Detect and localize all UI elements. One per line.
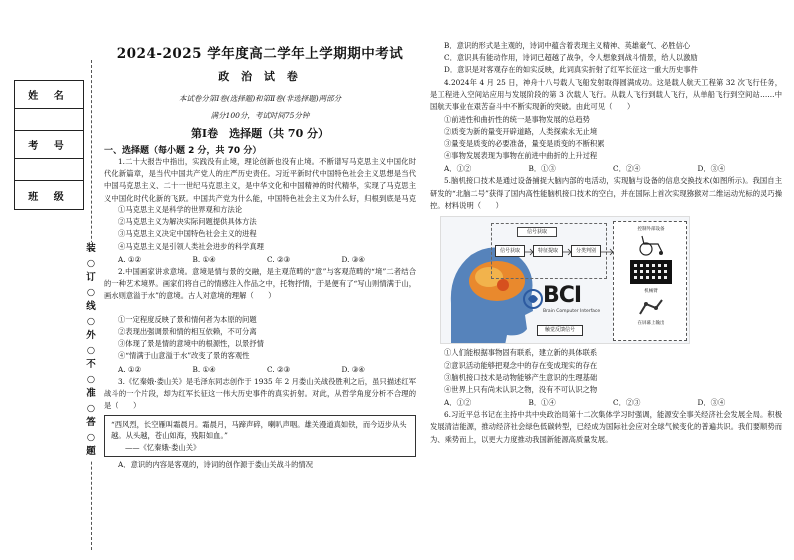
device-panel — [613, 221, 687, 341]
q2-opt-3: ③体现了景是情的意境中的根源性，以景抒情 — [118, 339, 264, 349]
q3-quote: “西风烈，长空雁叫霜晨月。霜晨月，马蹄声碎，喇叭声咽。雄关漫道真如铁，而今迈步从头越。从头越，苍山如海，残阳如血。” — [111, 419, 407, 441]
q1-opt-3: ③马克思主义决定中国特色社会主义的进程 — [118, 229, 257, 239]
q6-stem: 6.习近平总书记在主持中共中央政治局第十二次集体学习时强调，能源安全事关经济社会发展全局。积极发展清洁能源，推动经济社会绿色低碳转型，已经成为国际社会应对全球气候变化的普遍共识。我们要顺势而为、乘势而上，以更大力度推动我国新能源高质量发展。 — [430, 410, 782, 444]
q2-ans-b[interactable]: B. ①④ — [192, 364, 216, 374]
device-label-1: 控制外部设备 — [637, 227, 665, 233]
q3-opt-c[interactable]: C．意识具有能动作用，诗词已超越了战争，令人想象到战斗情景，给人以激励 — [444, 53, 698, 63]
device-label-3: 在屏幕上输出 — [637, 321, 665, 327]
number-field[interactable] — [15, 159, 83, 181]
q4-answers — [430, 162, 782, 175]
q4-ans-a[interactable]: A．①② — [444, 164, 472, 174]
q5-ans-d[interactable]: D．③④ — [697, 398, 726, 408]
q3-opt-b[interactable]: B．意识的形式是主观的，诗词中蕴含着表现主义精神、英雄豪气、必胜信心 — [444, 41, 691, 50]
q5-answers — [430, 396, 782, 409]
exam-title: 2024-2025 学年度高二学年上学期期中考试 — [116, 46, 404, 62]
name-field[interactable] — [15, 109, 83, 131]
q5-opt-2: ②意识活动能够把观念中的存在变成现实的存在 — [444, 360, 598, 370]
q4-opt-3: ③量变是质变的必要准备，量变是质变的不断积累 — [444, 139, 605, 149]
feedback-label: 触觉反馈信号 — [537, 325, 583, 336]
q4-opt-4: ④事物发展表现为事物在前进中曲折的上升过程 — [444, 151, 598, 161]
exam-score-note: 满分100分，考试时间75分钟 — [210, 111, 310, 120]
student-info-box — [14, 80, 84, 210]
q2-opt-1: ①一定程度反映了景和情何者为本原的问题 — [118, 314, 257, 324]
section-title: 一、选择题（每小题 2 分，共 70 分） — [104, 146, 262, 156]
q1-opt-2: ②马克思主义为解决实际问题提供具体方法 — [118, 217, 257, 227]
wheelchair-icon — [634, 234, 668, 256]
q5-ans-c[interactable]: C．②③ — [613, 398, 641, 408]
q1-stem: 1.二十大报告中指出，实践没有止境，理论创新也没有止境。不断谱写马克思主义中国化时代化新篇章，是当代中国共产党人的庄严历史责任。习近平新时代中国特色社会主义思想是当代中国马克思主义、二十一世纪马克思主义，是中华文化和中国精神的时代精华，实现了马克思主义中国化时代化新的飞跃。中国共产党为什么能，中国特色社会主义为什么好，归根到底是马克 — [104, 157, 416, 203]
fig-step-2: 特征提取 — [533, 245, 563, 257]
flow-arrows — [525, 248, 615, 256]
bci-logo-sub: Brain Computer Interface — [543, 309, 601, 315]
device-label-2: 机械臂 — [644, 289, 658, 295]
q3-opt-a[interactable]: A．意识的内容是客观的，诗词的创作源于娄山关战斗的情况 — [118, 460, 313, 470]
q5-opt-4: ④世界上只有尚未认识之物，没有不可认识之物 — [444, 385, 598, 395]
q3-stem: 3.《忆秦娥·娄山关》是毛泽东同志创作于 1935 年 2 月娄山关战役胜利之后，虽只描述红军战斗的一个片段，却为红军长征这一伟大历史事件的真实折射。对此，从哲学角度分析不合理的是（ ） — [104, 376, 416, 411]
q1-opt-1: ①马克思主义是科学的世界观和方法论 — [118, 205, 243, 214]
bci-figure — [440, 216, 690, 344]
number-label: 考 号 — [15, 131, 83, 159]
fig-step-3: 分类判别 — [571, 245, 601, 257]
q2-stem: 2.中国画家讲求意境。意境是情与景的交融，是主观范畴的“意”与客观范畴的“境”二者结合的一种艺术境界。画家们将自己的情感注入作品之中，托物抒情，于是便有了“写山则情满于山，画水则意溢于水”的意境。古人对意境的理解（ ） — [104, 266, 416, 301]
q2-opt-2: ②表现出强调景和情的相互依赖，不可分离 — [118, 327, 257, 337]
q2-ans-d[interactable]: D. ③④ — [341, 364, 365, 374]
brain-logo-icon — [523, 287, 543, 311]
q3-source: ——《忆秦娥·娄山关》 — [125, 442, 201, 452]
screen-grid-icon — [630, 260, 672, 284]
left-column — [104, 40, 416, 471]
q4-opt-2: ②质变为新的量变开辟道路，人类探索永无止境 — [444, 126, 598, 136]
q3-opt-d[interactable]: D．意识是对客观存在的如实反映，此词真实折射了红军长征这一重大历史事件 — [444, 65, 698, 75]
q1-ans-c[interactable]: C. ②③ — [267, 254, 291, 264]
q4-ans-b[interactable]: B．①③ — [528, 164, 556, 174]
q1-answers — [104, 253, 416, 266]
class-label: 班 级 — [28, 191, 70, 203]
q4-ans-d[interactable]: D．③④ — [697, 164, 726, 174]
q4-opt-1: ①前进性和曲折性的统一是事物发展的总趋势 — [444, 114, 590, 124]
q3-quote-box — [104, 415, 416, 458]
q2-answers — [104, 363, 416, 376]
q5-ans-b[interactable]: B．①④ — [528, 398, 556, 408]
exam-subject: 政 治 试 卷 — [218, 70, 302, 83]
q2-opt-4: ④“情满于山意溢于水”改变了景的客观性 — [118, 351, 250, 361]
q5-stem: 5.脑机接口技术是通过设备捕捉大脑内部的电活动，实现脑与设备的信息交换技术(如图所示)。我国自主研发的“北脑二号”获得了国内高性能脑机接口技术的空白，并在国际上首次实现猕猴对二维运动光标的灵巧操控。材料说明（ ） — [430, 176, 782, 210]
q5-ans-a[interactable]: A．①② — [444, 398, 472, 408]
q4-stem: 4.2024年 4 月 25 日，神舟十八号载人飞船发射取得圆满成功。这是载人航天工程第 32 次飞行任务，是工程进入空间站应用与发展阶段的第 3 次载人飞行。从载人飞行到载人飞行，从单船飞行到空间站……中国航天事业在艰苦奋斗中不断实现新的突破。由此可见（ ） — [430, 77, 782, 112]
q5-opt-1: ①人们能根据事物固有联系，建立新的具体联系 — [444, 348, 598, 358]
q1-opt-4: ④马克思主义是引领人类社会进步的科学真理 — [118, 241, 264, 251]
q2-ans-c[interactable]: C. ②③ — [267, 364, 291, 374]
exam-note: 本试卷分第Ⅰ卷(选择题)和第Ⅱ卷(非选择题)两部分 — [178, 94, 342, 103]
robot-arm-icon — [636, 296, 666, 316]
part-title: 第Ⅰ卷 选择题（共 70 分） — [190, 127, 330, 140]
q1-ans-d[interactable]: D. ③④ — [341, 254, 365, 264]
name-label: 姓 名 — [15, 81, 83, 109]
q5-opt-3: ③脑机接口技术是动物能够产生意识的生理基础 — [444, 372, 598, 382]
q4-ans-c[interactable]: C．②④ — [613, 164, 641, 174]
seal-text: 装○订○线○外○不○准○答○题 — [84, 242, 98, 460]
fig-top-label: 信号获取 — [517, 227, 557, 237]
fig-step-1: 信号获取 — [495, 245, 525, 257]
q1-ans-b[interactable]: B. ①④ — [192, 254, 216, 264]
right-column — [430, 40, 782, 446]
q1-ans-a[interactable]: A. ①② — [118, 254, 141, 264]
bci-logo: BCI — [543, 283, 582, 309]
q2-ans-a[interactable]: A. ①② — [118, 364, 141, 374]
